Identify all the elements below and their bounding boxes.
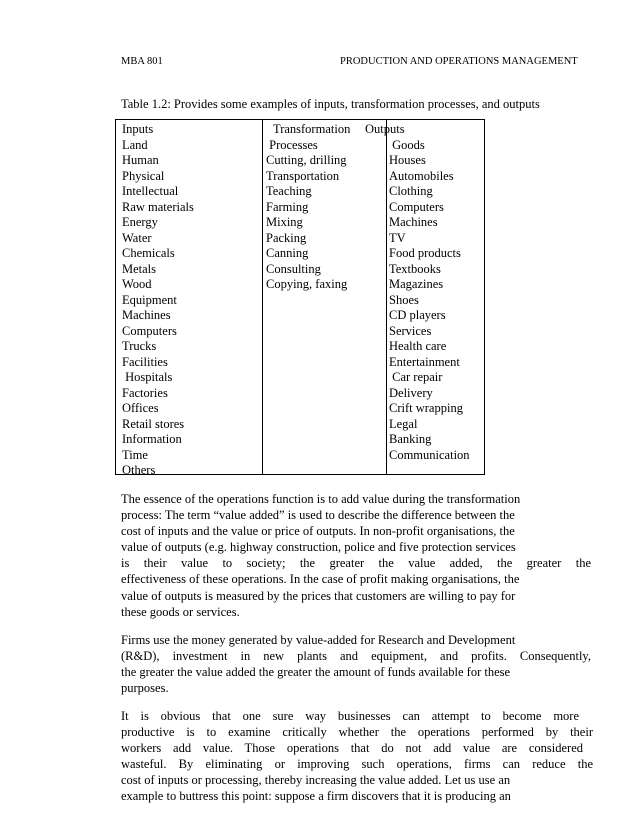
transformation-header — [273, 122, 350, 138]
input-item: Energy — [122, 215, 158, 229]
output-item: Food products — [389, 246, 461, 260]
output-item: Textbooks — [389, 261, 441, 276]
output-item: Car repair — [389, 370, 443, 384]
paragraph-line: process: The term “value added” is used to describe the difference between the — [121, 508, 515, 523]
input-item: Retail stores — [122, 416, 185, 431]
paragraph-line: purposes. — [121, 681, 169, 696]
output-item: Legal — [389, 416, 418, 431]
paragraph-line: workers add value. Those operations that do not add value are considered — [121, 741, 583, 756]
input-item: Offices — [122, 401, 159, 415]
transformation-item: Consulting — [266, 261, 321, 276]
transformation-item: Transportation — [266, 168, 340, 183]
input-item: Raw materials — [122, 199, 194, 214]
output-item: Magazines — [389, 277, 444, 291]
input-item: Water — [122, 230, 152, 245]
paragraph-line: the greater the value added the greater the amount of funds available for these — [121, 665, 511, 680]
input-item: Wood — [122, 277, 152, 291]
output-item: Health care — [389, 339, 447, 353]
paragraph-line: example to buttress this point: suppose a firm discovers that it is producing an — [121, 789, 511, 804]
input-item: Human — [122, 153, 159, 167]
running-header-title: PRODUCTION AND OPERATIONS MANAGEMENT — [340, 56, 578, 67]
input-item: Information — [122, 432, 182, 446]
output-item: Services — [389, 323, 432, 338]
input-item: Machines — [122, 308, 171, 322]
output-item: Crift wrapping — [389, 401, 463, 415]
paragraph-line: is their value to society; the greater the value added, the greater the — [121, 556, 591, 571]
paragraph-line: productive is to examine critically whether the operations performed by their — [121, 725, 593, 740]
paragraph-line: (R&D), investment in new plants and equipment, and profits. Consequently, — [121, 649, 591, 664]
output-item: Shoes — [389, 292, 419, 307]
paragraph-line: The essence of the operations function is to add value during the transformation — [121, 492, 521, 506]
transformation-item: Packing — [266, 230, 307, 245]
input-item: Computers — [122, 323, 177, 338]
input-item: Equipment — [122, 292, 177, 307]
outputs-column — [365, 122, 470, 462]
output-item: Goods — [389, 137, 425, 152]
paragraph-1 — [121, 491, 591, 620]
paragraph-2 — [121, 632, 591, 696]
transformation-item: Processes — [266, 137, 318, 152]
paragraph-line: It is obvious that one sure way businesses can attempt to become more — [121, 709, 579, 723]
output-item: Entertainment — [389, 354, 460, 369]
transformation-item: Canning — [266, 246, 309, 260]
transformation-item: Farming — [266, 199, 309, 214]
table-divider-1 — [262, 120, 263, 474]
transformation-item: Cutting, drilling — [266, 153, 347, 167]
input-item: Trucks — [122, 339, 157, 353]
transformation-header-label: Transformation — [273, 122, 351, 136]
paragraph-line: wasteful. By eliminating or improving such operations, firms can reduce the — [121, 757, 593, 772]
input-item: Land — [122, 137, 148, 152]
output-item: Computers — [389, 199, 444, 214]
input-item: Facilities — [122, 354, 168, 369]
input-item: Intellectual — [122, 184, 179, 198]
transformation-item: Copying, faxing — [266, 277, 348, 291]
paragraph-3 — [121, 708, 591, 805]
paragraph-line: value of outputs is measured by the prices that customers are willing to pay for — [121, 588, 516, 603]
transformation-item: Mixing — [266, 215, 303, 229]
running-header-course: MBA 801 — [121, 56, 163, 67]
input-item: Chemicals — [122, 246, 175, 260]
paragraph-line: Firms use the money generated by value-added for Research and Development — [121, 633, 516, 647]
output-item: Automobiles — [389, 168, 454, 183]
input-item: Physical — [122, 168, 165, 183]
input-item: Hospitals — [122, 370, 173, 384]
paragraph-line: cost of inputs or processing, thereby increasing the value added. Let us use an — [121, 773, 511, 788]
table-caption: Table 1.2: Provides some examples of inputs, transformation processes, and outputs — [121, 97, 540, 111]
inputs-header: Inputs — [122, 122, 154, 136]
input-item: Factories — [122, 385, 168, 400]
paragraph-line: these goods or services. — [121, 604, 240, 619]
input-item: Metals — [122, 261, 157, 276]
paragraph-line: cost of inputs and the value or price of outputs. In non-profit organisations, the — [121, 524, 515, 539]
output-item: TV — [389, 230, 406, 245]
table-divider-2 — [386, 120, 387, 474]
io-table — [115, 119, 485, 475]
paragraph-line: value of outputs (e.g. highway construction, police and five protection services — [121, 540, 516, 555]
output-item: Clothing — [389, 184, 433, 198]
paragraph-line: effectiveness of these operations. In the case of profit making organisations, the — [121, 572, 520, 587]
transformation-column — [266, 137, 348, 291]
input-item: Others — [122, 463, 156, 477]
output-item: Delivery — [389, 385, 433, 400]
output-item: Banking — [389, 432, 432, 446]
output-item: CD players — [389, 308, 446, 322]
output-item: Houses — [389, 153, 426, 167]
inputs-column — [122, 122, 194, 477]
input-item: Time — [122, 447, 148, 462]
transformation-item: Teaching — [266, 184, 312, 198]
output-item: Communication — [389, 447, 470, 462]
outputs-header: Outputs — [365, 122, 405, 136]
output-item: Machines — [389, 215, 438, 229]
